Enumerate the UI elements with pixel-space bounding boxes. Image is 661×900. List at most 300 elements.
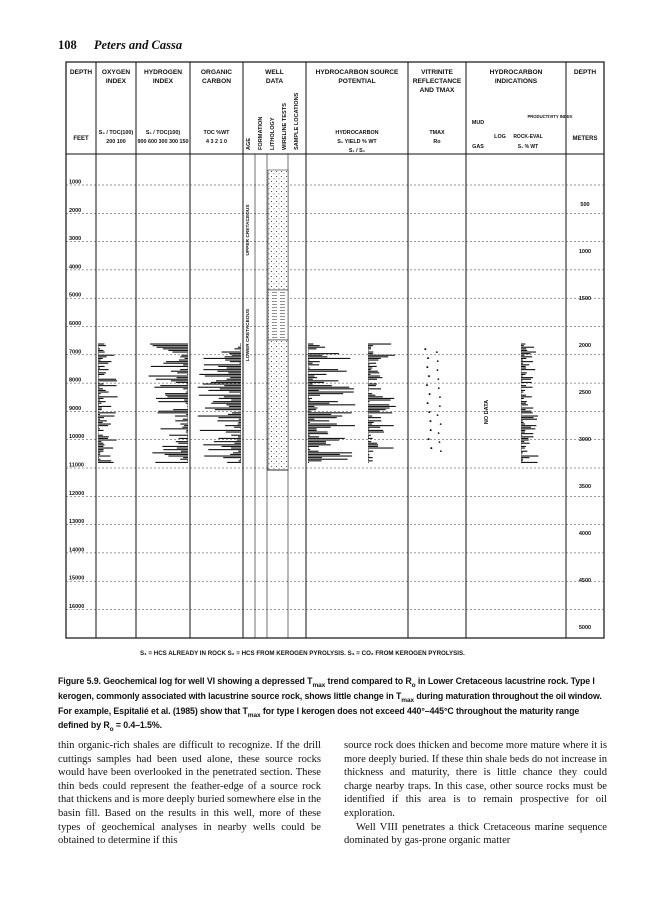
s1-s2-bar [368,406,396,407]
toc-bar [227,462,241,463]
oxygen-index-bar [98,369,109,370]
rock-eval-s1-bar [521,439,529,440]
toc-bar [230,377,241,378]
s1-s2-bar [368,355,395,356]
oxygen-index-bar [98,449,104,450]
rock-eval-s1-bar [521,454,522,455]
hydrogen-index-bar [183,364,188,365]
caption-part-1: Figure 5.9. Geochemical log for well VI showing a depressed T [58,676,313,686]
toc-bar [217,371,241,372]
ro-point [439,441,441,443]
depth-meters-label: 4000 [578,531,592,537]
s2-yield-bar [308,396,309,397]
s1-s2-bar [368,411,379,412]
ro-point [440,423,442,425]
s1-s2-bar [368,459,369,460]
oxygen-index-bar [98,388,103,389]
column-subheading-oxygen: 200 100 [106,139,126,145]
oxygen-index-bar [98,364,99,365]
depth-feet-label: 11000 [69,462,84,469]
s1-s2-bar [368,382,369,383]
rock-eval-s1-bar [521,398,524,399]
toc-bar [227,367,241,368]
s2-yield-bar [308,449,310,450]
rock-eval-s1-bar [521,430,525,431]
s1-s2-bar [368,374,370,375]
s1-s2-bar [368,347,371,348]
hydrogen-index-bar [180,356,188,357]
s2-yield-bar [308,431,328,432]
oxygen-index-bar [98,374,104,375]
s2-yield-bar [308,358,350,359]
s1-s2-bar [368,451,373,452]
oxygen-index-bar [98,391,109,392]
depth-feet-label: 10000 [69,434,85,441]
hydrogen-index-bar [188,407,189,408]
toc-bar [239,419,241,420]
toc-bar [227,379,241,380]
toc-bar [225,425,241,426]
rock-eval-s1-bar [521,358,526,359]
s2-yield-bar [308,412,352,413]
column-title-hydrogen: HYDROGEN [143,69,183,76]
rock-eval-s1-bar [521,436,533,437]
toc-bar [239,460,241,461]
s1-s2-bar [368,395,375,396]
s1-s2-bar [368,438,373,439]
oxygen-index-bar [98,398,103,399]
lithology-sandstone [268,340,288,470]
depth-feet-label: 9000 [69,405,82,412]
s1-s2-bar [368,460,373,461]
body-paragraph: source rock does thicken and become more mature where it is more deeply buried. If these thin shale beds do not increase in thickness and maturity, there is little chance they could charge nearby traps. In this case, other source rocks must be identified if this area is to remain prospective for oil exploration. [344,740,607,819]
s1-s2-bar [368,454,369,455]
oxygen-index-bar [98,407,102,408]
s1-s2-bar [368,422,374,423]
toc-bar [229,353,241,354]
rock-eval-s1-bar [521,452,523,453]
toc-bar [211,382,241,383]
rock-eval-s1-bar [521,355,524,356]
rock-eval-s1-bar [521,359,523,360]
hydrogen-index-bar [188,390,189,391]
depth-meters-label: 1500 [578,296,592,302]
s1-s2-bar [368,366,377,367]
toc-bar [232,412,241,413]
s2-yield-bar [308,353,339,354]
oxygen-index-bar [98,359,101,360]
toc-bar [203,358,241,359]
s2-yield-bar [308,436,319,437]
hydrogen-index-bar [188,353,189,354]
rock-eval-s1-bar [521,412,533,413]
s1-s2-bar [368,398,394,399]
hydrogen-index-bar [186,403,188,404]
hydrogen-index-bar [188,422,189,423]
s2-yield-bar [308,427,331,428]
rock-eval-s1-bar [521,462,538,463]
hydrogen-index-bar [168,350,188,351]
rock-eval-s1-bar [521,361,533,362]
hydrogen-index-bar [184,399,188,400]
column-subheading-hcsource: S₁ / S₂ [348,148,366,154]
oxygen-index-bar [98,399,100,400]
rock-eval-s1-bar [521,371,522,372]
tmax-point [429,420,431,422]
s1-s2-bar [368,423,372,424]
s2-yield-bar [308,377,317,378]
oxygen-index-bar [98,361,111,362]
rock-eval-s1-bar [521,367,526,368]
toc-bar [228,372,241,373]
toc-bar [232,355,241,356]
rock-eval-s1-bar [521,406,522,407]
ro-point [439,405,441,407]
rock-eval-s1-bar [521,419,537,420]
s1-s2-bar [368,403,369,404]
toc-bar [205,375,241,376]
column-subheading-vitrinite: Ro [433,139,441,145]
hydrogen-index-bar [183,457,188,458]
rock-eval-s1-bar [521,348,526,349]
rock-eval-s1-bar [521,425,536,426]
s2-yield-bar [308,415,342,416]
toc-bar [199,395,241,396]
s2-yield-bar [308,390,319,391]
oxygen-index-bar [98,444,105,445]
toc-bar [225,356,241,357]
toc-bar [204,455,241,456]
s1-s2-bar [368,444,378,445]
toc-bar [219,398,241,399]
s2-yield-bar [308,404,355,405]
s2-yield-bar [308,355,322,356]
oxygen-index-bar [98,419,100,420]
s2-yield-bar [308,423,337,424]
s1-s2-bar [368,379,377,380]
s1-s2-bar [368,348,371,349]
caption-part-2: trend compared to R [325,676,412,686]
column-title-organic: CARBON [202,78,231,85]
rock-eval-s1-bar [521,393,522,394]
s1-s2-bar [368,420,381,421]
column-subheading-organic: TOC %WT [203,130,230,136]
column-title-organic: ORGANIC [200,69,233,76]
s2-yield-bar [308,447,309,448]
rock-eval-s1-bar [521,385,526,386]
well-subcolumn-label: AGE [246,137,252,150]
hydrogen-index-bar [184,425,188,426]
rock-eval-s1-bar [521,379,531,380]
oxygen-index-bar [98,343,104,344]
rock-eval-s1-bar [521,449,522,450]
hydrogen-index-bar [173,409,188,410]
hydrogen-index-bar [188,404,189,405]
s1-s2-bar [368,449,369,450]
column-title-oxygen: INDEX [105,78,127,85]
oxygen-index-bar [98,451,103,452]
rock-eval-s1-bar [521,451,527,452]
toc-bar [240,363,241,364]
s1-s2-bar [368,371,378,372]
depth-feet-label: 8000 [69,377,82,384]
toc-bar [225,359,241,360]
rock-eval-s1-bar [521,382,532,383]
hydrogen-index-bar [151,366,188,367]
toc-bar [220,388,241,389]
toc-bar [203,369,241,370]
column-subheading-vitrinite: TMAX [429,130,445,136]
toc-bar [229,406,241,407]
hydrogen-index-bar [180,423,188,424]
toc-bar [224,396,241,397]
toc-bar [215,409,241,410]
s1-s2-bar [368,388,381,389]
s2-yield-bar [308,359,309,360]
lithology-sandstone [268,170,288,290]
oxygen-index-bar [98,395,99,396]
s2-yield-bar [308,383,313,384]
oxygen-index-bar [98,439,117,440]
tmax-point [427,402,429,404]
s2-yield-bar [308,457,322,458]
hydrogen-index-bar [188,433,189,434]
rock-eval-s1-bar [521,343,525,344]
oxygen-index-bar [98,431,99,432]
hydrogen-index-bar [162,446,188,447]
s2-yield-bar [308,393,343,394]
hydrogen-index-bar [187,406,188,407]
caption-part-6: = 0.4–1.5%. [113,720,162,731]
toc-bar [219,438,241,439]
s1-s2-bar [368,417,381,418]
s2-yield-bar [308,385,332,386]
hydrogen-index-bar [187,436,188,437]
toc-bar [198,387,241,388]
toc-bar [228,414,241,415]
toc-bar [216,380,241,381]
rock-eval-s1-bar [521,435,522,436]
toc-bar [200,430,241,431]
ro-point [437,360,439,362]
depth-feet-label: 14000 [69,547,85,554]
s1-s2-bar [368,439,369,440]
oxygen-index-bar [98,356,107,357]
s1-s2-bar [368,457,373,458]
s2-yield-bar [308,439,339,440]
s1-s2-bar [368,399,391,400]
hydrogen-index-bar [177,447,188,448]
oxygen-index-bar [98,375,99,376]
oxygen-index-bar [98,387,99,388]
toc-bar [198,415,241,416]
log-column-headers [70,69,598,154]
hydrogen-index-bar [163,363,188,364]
s2-yield-bar [308,406,314,407]
s1-s2-bar [368,412,392,413]
s2-yield-bar [308,455,352,456]
s1-s2-bar [368,356,388,357]
oxygen-index-bar [98,401,106,402]
s1-s2-bar [368,364,369,365]
column-title-hydrogen: INDEX [152,78,174,85]
well-subcolumn-label: LITHOLOGY [270,117,276,150]
toc-bar [224,385,241,386]
rock-eval-s1-bar [521,364,529,365]
s1-s2-bar [368,447,393,448]
toc-bar [234,427,241,428]
ro-point [437,378,439,380]
toc-bar [217,420,241,421]
oxygen-index-bar [98,393,101,394]
hydrogen-index-bar [157,347,188,348]
rock-eval-s1-bar [521,353,531,354]
oxygen-index-bar [98,403,101,404]
column-subheading-hydrogen: 900 600 300 300 150 [137,139,189,145]
s1-s2-bar [368,367,372,368]
s1-s2-bar [368,350,369,351]
s2-yield-bar [308,356,327,357]
s2-yield-bar [308,379,313,380]
oxygen-index-bar [98,355,114,356]
hydrogen-index-bar [149,375,188,376]
rock-eval-s1-bar [521,356,532,357]
rock-eval-s1-bar [521,350,527,351]
column-subheading-organic: 4 3 2 1 0 [206,139,227,145]
hydrogen-index-bar [186,391,188,392]
rock-eval-s1-bar [521,377,533,378]
tmax-point [428,411,430,413]
hydrogen-index-bar [171,380,188,381]
oxygen-index-bar [98,385,117,386]
oxygen-index-bar [98,345,106,346]
hydrogen-index-bar [154,387,188,388]
depth-feet-label: 3000 [69,236,82,243]
depth-feet-label: 5000 [69,292,82,299]
s1-s2-bar [368,452,369,453]
column-title-depth_right: DEPTH [573,69,597,76]
hydrogen-index-bar [188,417,189,418]
s2-yield-bar [308,348,317,349]
page-number: 108 [58,38,77,52]
toc-bar [233,452,241,453]
oxygen-index-bar [98,347,99,348]
rock-eval-s1-bar [521,423,525,424]
rock-eval-s1-bar [521,396,532,397]
subheader-mud: MUD [471,120,485,126]
s2-yield-bar [308,347,325,348]
hydrogen-index-bar [187,439,188,440]
column-title-vitrinite: AND TMAX [419,87,455,94]
caption-sub-4: max [247,711,261,719]
depth-meters-label: 1000 [578,249,592,255]
oxygen-index-bar [98,455,110,456]
s2-yield-bar [308,361,320,362]
s1-s2-bar [368,441,371,442]
rock-eval-s1-bar [521,375,523,376]
hydrogen-index-bar [186,430,188,431]
toc-bar [222,446,241,447]
s2-yield-bar [308,407,317,408]
s2-yield-bar [308,345,320,346]
oxygen-index-bar [98,382,99,383]
hydrogen-index-bar [186,431,188,432]
toc-bar [203,383,241,384]
s2-yield-bar [308,398,312,399]
hydrogen-index-bar [187,383,188,384]
hydrogen-index-bar [165,454,188,455]
running-head-title: Peters and Cassa [93,38,183,52]
hydrogen-index-bar [150,343,188,344]
rock-eval-s1-bar [521,390,525,391]
depth-unit-label: FEET [73,136,89,142]
depth-unit-label: METERS [572,136,598,142]
s2-yield-bar [308,395,320,396]
subheader-log: LOG [494,134,506,140]
s1-s2-bar [368,393,372,394]
tmax-point [428,438,430,440]
body-paragraph: thin organic-rich shales are difficult to recognize. If the drill cuttings samples had been used alone, these source rocks would have been overlooked in the penetrated section. These thin beds could represent the feather-edge of a source rock that thickens and is more deeply buried somewhere else in the basin fill. Based on the results in this well, more of these types of geochemical analyses in nearby wells could be obtained to determine if this [58,740,321,847]
s1-s2-bar [368,345,373,346]
ro-point [436,351,438,353]
s1-s2-bar [368,446,378,447]
hydrogen-index-bar [161,428,188,429]
s1-s2-bar [368,462,369,463]
toc-bar [240,459,241,460]
oxygen-index-bar [98,417,104,418]
depth-meters-label: 2500 [578,390,592,396]
oxygen-index-bar [98,441,101,442]
s2-yield-bar [308,443,326,444]
s2-yield-bar [308,387,349,388]
rock-eval-s1-bar [521,414,522,415]
s2-yield-bar [308,364,319,365]
column-subheading-hcsource: S₂ YIELD % WT [337,139,377,145]
hydrogen-index-bar [188,367,189,368]
depth-feet-label: 4000 [69,264,82,271]
depth-meters-label: 2000 [578,343,592,349]
toc-bar [208,449,241,450]
s1-s2-bar [368,380,369,381]
toc-bar [240,345,241,346]
ro-point [438,432,440,434]
oxygen-index-bar [98,452,100,453]
rock-eval-s1-bar [521,369,535,370]
caption-sub-1: max [312,681,326,689]
toc-bar [211,403,241,404]
ro-point [439,396,441,398]
column-title-hcind: HYDROCARBON [489,69,543,76]
column-title-hcind: INDICATIONS [494,78,538,85]
s2-yield-bar [308,403,329,404]
s2-yield-bar [308,438,345,439]
s1-s2-bar [368,383,377,384]
hydrogen-index-bar [169,435,188,436]
column-title-well: DATA [265,78,284,85]
hydrogen-index-bar [171,371,188,372]
s2-yield-bar [308,446,319,447]
s2-yield-bar [308,430,317,431]
oxygen-index-bar [98,438,108,439]
rock-eval-s1-bar [521,372,527,373]
s1-s2-bar [368,435,371,436]
column-title-well: WELL [265,69,284,76]
well-subcolumn-label: SAMPLE LOCATIONS [294,92,300,150]
toc-bar [222,351,241,352]
toc-bar [231,399,241,400]
oxygen-index-bar [98,412,116,413]
toc-bar [238,436,241,437]
